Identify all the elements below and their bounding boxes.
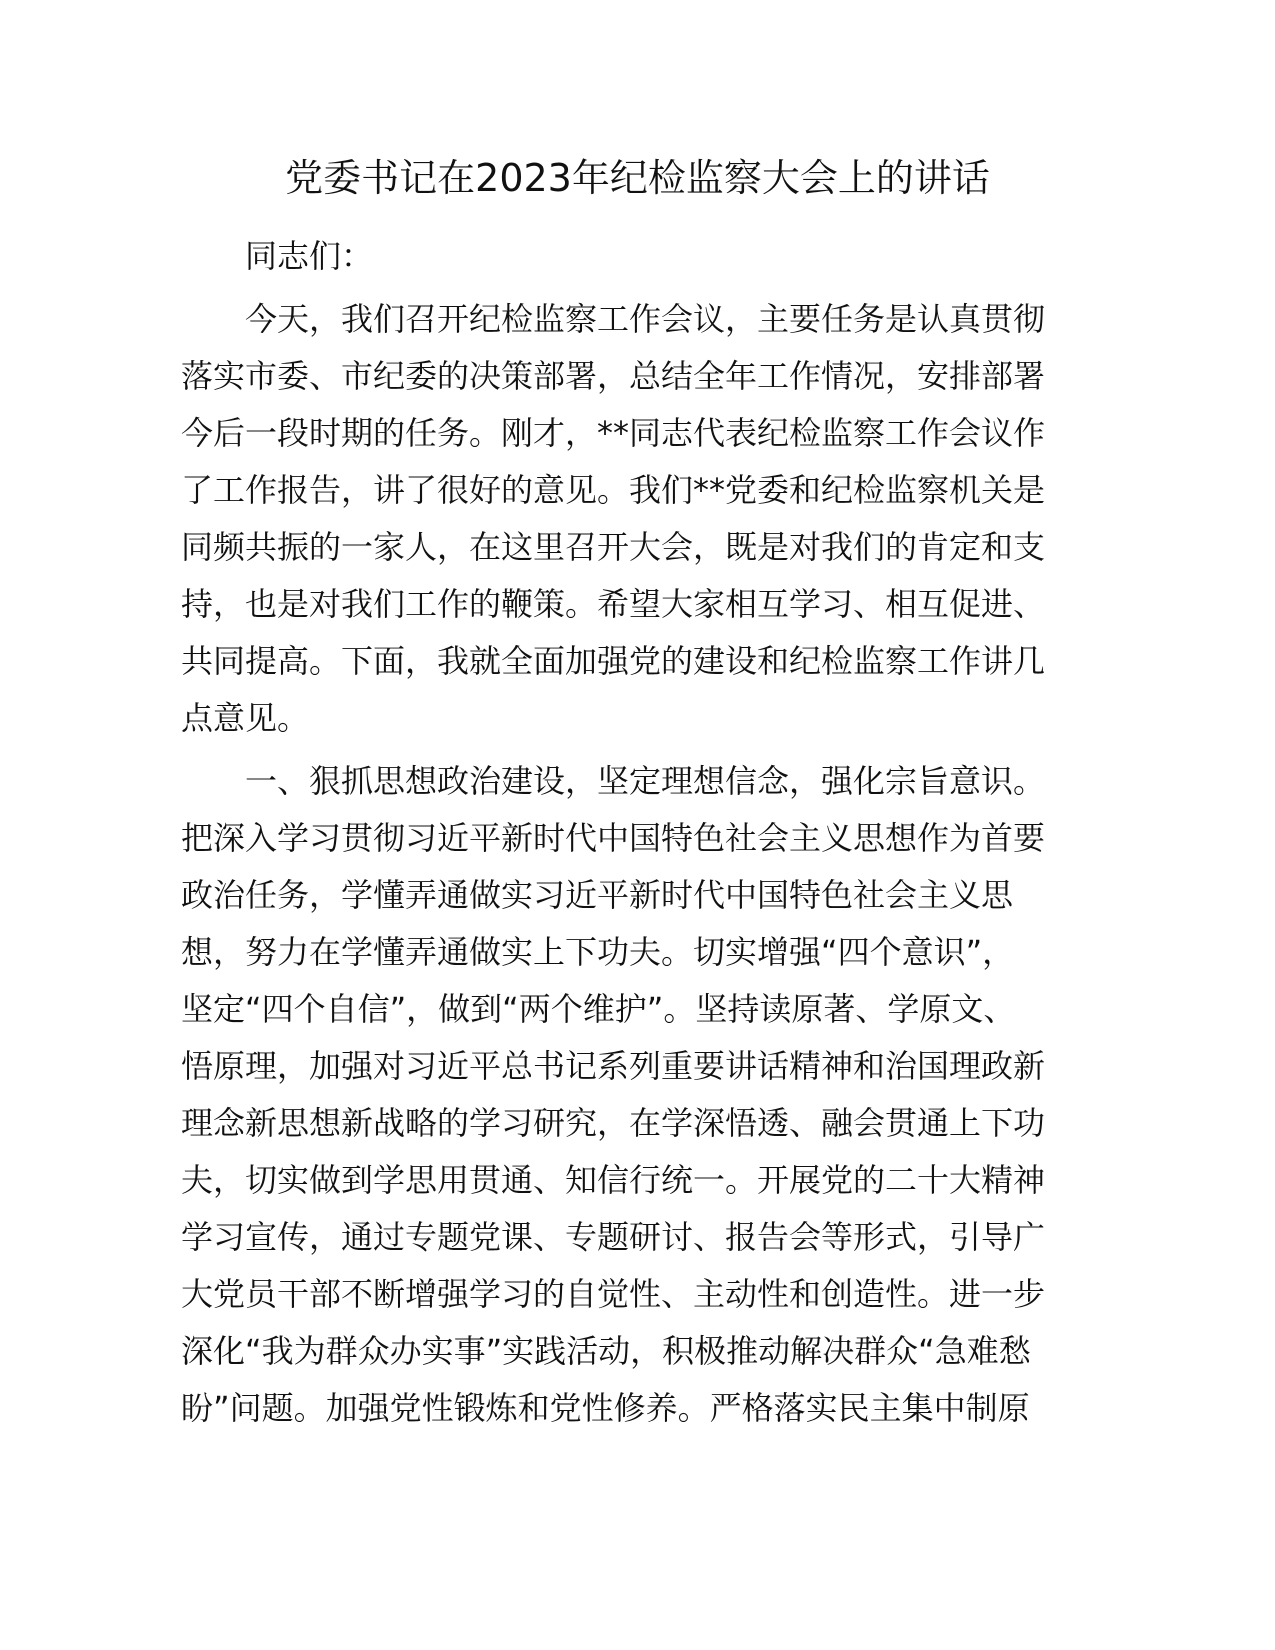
paragraph-line: 把深入学习贯彻习近平新时代中国特色社会主义思想作为首要 — [181, 819, 1046, 857]
paragraph-line: 同频共振的一家人，在这里召开大会，既是对我们的肯定和支 — [181, 528, 1046, 566]
paragraph-line: 今天，我们召开纪检监察工作会议，主要任务是认真贯彻 — [245, 300, 1046, 338]
paragraph-line: 坚定“四个自信”，做到“两个维护”。坚持读原著、学原文、 — [181, 990, 1016, 1028]
paragraph-line: 大党员干部不断增强学习的自觉性、主动性和创造性。进一步 — [181, 1275, 1046, 1313]
section-heading-line: 一、狠抓思想政治建设，坚定理想信念，强化宗旨意识。 — [245, 762, 1046, 800]
paragraph-line: 理念新思想新战略的学习研究，在学深悟透、融会贯通上下功 — [181, 1104, 1046, 1142]
paragraph-line: 想，努力在学懂弄通做实上下功夫。切实增强“四个意识”， — [181, 933, 1015, 971]
paragraph-line: 学习宣传，通过专题党课、专题研讨、报告会等形式，引导广 — [181, 1218, 1046, 1256]
paragraph-line: 今后一段时期的任务。刚才，**同志代表纪检监察工作会议作 — [181, 414, 1046, 452]
paragraph-line: 点意见。 — [181, 699, 310, 737]
paragraph-line: 持，也是对我们工作的鞭策。希望大家相互学习、相互促进、 — [181, 585, 1046, 623]
paragraph-line: 政治任务，学懂弄通做实习近平新时代中国特色社会主义思 — [181, 876, 1014, 914]
salutation: 同志们： — [245, 237, 374, 275]
paragraph-line: 夫，切实做到学思用贯通、知信行统一。开展党的二十大精神 — [181, 1161, 1046, 1199]
paragraph-line: 了工作报告，讲了很好的意见。我们**党委和纪检监察机关是 — [181, 471, 1046, 509]
paragraph-line: 深化“我为群众办实事”实践活动，积极推动解决群众“急难愁 — [181, 1332, 1031, 1370]
paragraph-line: 落实市委、市纪委的决策部署，总结全年工作情况，安排部署 — [181, 357, 1046, 395]
paragraph-line: 盼”问题。加强党性锻炼和党性修养。严格落实民主集中制原 — [181, 1389, 1030, 1427]
document-title: 党委书记在2023年纪检监察大会上的讲话 — [285, 156, 990, 200]
document-body — [181, 228, 1093, 1437]
paragraph-line: 共同提高。下面，我就全面加强党的建设和纪检监察工作讲几 — [181, 642, 1046, 680]
paragraph-line: 悟原理，加强对习近平总书记系列重要讲话精神和治国理政新 — [181, 1047, 1046, 1085]
